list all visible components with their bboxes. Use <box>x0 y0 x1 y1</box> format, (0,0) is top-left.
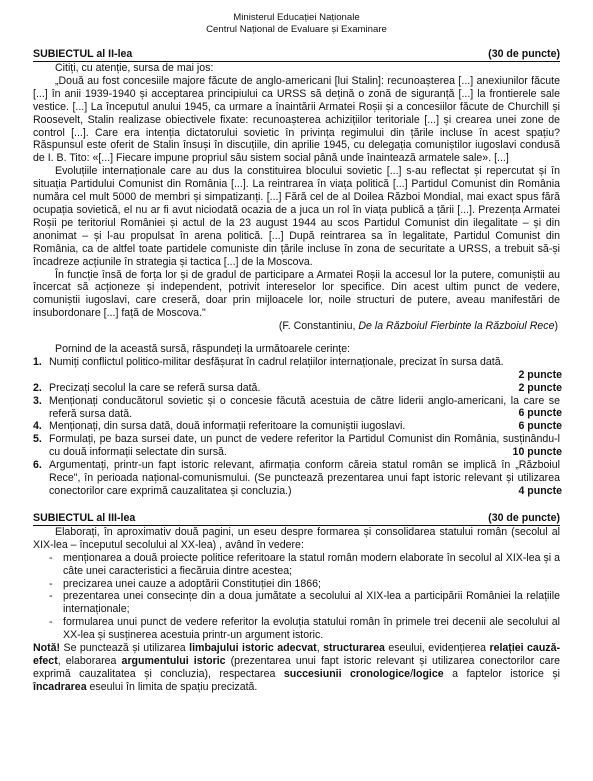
section-2-points: (30 de puncte) <box>488 48 560 60</box>
note-emphasis: structurarea <box>323 642 385 655</box>
requirement-item <box>49 552 560 578</box>
question-number: 2. <box>33 381 42 394</box>
question-item <box>33 356 560 382</box>
bullet-dash: - <box>49 590 53 603</box>
note-text: Se punctează și utilizarea <box>60 642 190 655</box>
grading-note <box>33 642 560 694</box>
question-number: 1. <box>33 355 42 368</box>
question-item <box>33 382 560 395</box>
question-item <box>33 433 560 459</box>
source-title: De la Războiul Fierbinte la Războiul Rece <box>358 320 555 333</box>
question-text: Precizați secolul la care se referă sursa dată. <box>49 381 261 394</box>
note-emphasis: limbajului istoric adecvat <box>189 642 317 655</box>
note-text: a faptelor istorice și <box>443 667 560 680</box>
requirement-text: menționarea a două proiecte politice referitoare la statul român modern elaborate în secolul al XIX-lea și a câte unei caracteristici a fiecăruia dintre acestea; <box>63 551 560 577</box>
question-text: Formulați, pe baza sursei date, un punct de vedere referitor la Partidul Comunist din România, susținându-l cu două informații selectate din sursă. <box>49 433 560 459</box>
note-text: / <box>410 667 414 680</box>
question-text: Menționați conducătorul sovietic și o concesie făcută acestuia de către liderii anglo-americani, la care se referă sursa dată. <box>49 394 560 420</box>
requirement-text: formularea unui punct de vedere referitor la evoluția statului român în primele trei decenii ale secolului al XX-lea și susținerea acestuia printr-un argument istoric. <box>63 616 560 642</box>
ministry-name: Ministerul Educației Naționale <box>233 12 360 23</box>
section-2-instruction: Citiți, cu atenție, sursa de mai jos: <box>55 62 214 74</box>
note-emphasis: relației cauză-efect <box>33 642 561 667</box>
question-points: 2 puncte <box>518 368 562 381</box>
essay-requirements <box>33 552 560 642</box>
section-2-title: SUBIECTUL al II-lea <box>33 48 133 60</box>
question-points: 4 puncte <box>518 484 562 497</box>
source-paragraph-1: „Două au fost concesiile majore făcute de anglo-americani [lui Stalin]: recunoașterea [...] anexiunilor făcute [...] în anii 1939-1940 și acceptarea principiului ca URSS să dețină o zonă de siguranță [...] la frontierele sale vestice. [...] La începutul anului 1945, ca urmare a înaintării Armatei Roșii și a concesiilor făcute de Churchill și Roosevelt, Stalin realizase obiectivele fixate: recunoașterea achizițiilor teritoriale [...] și crearea unei zone de control [...]. Care era intenția dictatorului sovietic în privința regimului din țările incluse în acest spațiu? Răspunsul este oferit de Stalin însuși în discuțiile, din aprilie 1945, cu delegația comuniștilor iugoslavi condusă de I. B. Tito: «[...] Fiecare impune propriul său sistem social până unde înaintează armatele sale». [...] <box>33 74 560 165</box>
note-text: eseului, evidențierea <box>384 642 490 655</box>
section-3-title: SUBIECTUL al III-lea <box>33 511 136 524</box>
section-3-points: (30 de puncte) <box>488 511 560 524</box>
exam-page <box>33 12 560 694</box>
section-2-heading <box>33 48 560 62</box>
questions-intro: Pornind de la această sursă, răspundeți la următoarele cerințe: <box>55 343 351 356</box>
question-points: 10 puncte <box>512 446 562 459</box>
question-number: 6. <box>33 459 42 472</box>
question-text: Menționați, din sursa dată, două informații referitoare la comuniștii iugoslavi. <box>49 420 406 433</box>
bullet-dash: - <box>49 616 53 629</box>
requirement-text: precizarea unei cauze a adoptării Constituției din 1866; <box>63 577 321 590</box>
source-citation <box>33 320 560 333</box>
page-header <box>33 12 560 35</box>
note-label: Notă! <box>33 642 61 655</box>
note-text: , elaborarea <box>57 654 122 667</box>
requirement-item <box>49 578 560 591</box>
question-number: 3. <box>33 394 42 407</box>
question-number: 5. <box>33 433 42 446</box>
note-text: eseului în limita de spațiu precizată. <box>86 680 258 693</box>
essay-intro: Elaborați, în aproximativ două pagini, un eseu despre formarea și consolidarea statului român (secolul al XIX-lea – începutul secolului al XX-lea) , având în vedere: <box>33 525 560 551</box>
note-text: (prezentarea unui fapt istoric relevant și utilizarea conectorilor care exprimă cauzalitatea și concluzia), respectarea <box>33 654 560 680</box>
note-text: , <box>316 642 324 655</box>
note-emphasis: succesiunii cronologice <box>283 667 411 680</box>
note-emphasis: argumentului istoric <box>121 654 226 667</box>
center-name: Centrul Național de Evaluare și Examinare <box>206 23 387 35</box>
question-points: 6 puncte <box>518 420 562 433</box>
bullet-dash: - <box>49 577 53 590</box>
question-text: Numiți conflictul politico-militar desfășurat în cadrul relațiilor internaționale, precizat în sursa dată. <box>49 355 504 368</box>
requirement-text: prezentarea unei consecințe din a doua jumătate a secolului al XIX-lea a participării României la relațiile internaționale; <box>63 590 560 616</box>
requirement-item <box>49 590 560 616</box>
section-3-heading <box>33 512 560 526</box>
question-points: 2 puncte <box>518 381 562 394</box>
note-emphasis: logice <box>413 667 444 680</box>
question-item <box>33 395 560 421</box>
question-list <box>33 356 560 498</box>
note-emphasis: încadrarea <box>33 680 87 693</box>
source-end: ) <box>554 320 558 333</box>
question-text: Argumentați, printr-un fapt istoric relevant, afirmația conform căreia statul român se implică în „Războiul Rece", în perioada național-comunismului. (Se punctează prezentarea unui fapt istoric relevant și utilizarea conectorilor care exprimă cauzalitatea și concluzia.) <box>49 459 560 497</box>
question-item <box>33 459 560 498</box>
source-paragraph-3: În funcție însă de forța lor și de gradul de participare a Armatei Roșii la accesul lor la putere, comuniștii au încercat să acționeze și independent, potrivit intereselor lor specifice. Din acest ultim punct de vedere, comuniștii iugoslavi, care creseră, doar prin mijloacele lor, noile structuri de putere, aveau manifestări de insubordonare [...] față de Moscova." <box>33 268 560 320</box>
bullet-dash: - <box>49 551 53 564</box>
question-item <box>33 420 560 433</box>
requirement-item <box>49 616 560 642</box>
source-author: (F. Constantiniu, <box>278 320 359 333</box>
question-points: 6 puncte <box>518 407 562 420</box>
source-paragraph-2: Evoluțiile internaționale care au dus la constituirea blocului sovietic [...] s-au reflectat și repercutat și în situația Partidului Comunist din România [...]. La reintrarea în viața politică [...] Partidul Comunist din România număra cel mult 5000 de membri și simpatizanți. [...] Fără cel de al Doilea Război Mondial, mai exact spus fără ocupația sovietică, el nu ar fi avut niciodată ocazia de a juca un rol în viața publică a țării [...]. Prezența Armatei Roșii pe teritoriul României și actul de la 23 august 1944 au scos Partidul Comunist din ilegalitate – și din anonimat – și l-au propulsat în arena politică. [...] După reintrarea sa în legalitate, Partidul Comunist din România, ca de altfel toate partidele comuniste din țările incluse în zona de securitate a URSS, a trebuit să-și încadreze acțiunile în strategia și tactica [...] de la Moscova. <box>33 165 560 268</box>
question-number: 4. <box>33 420 42 433</box>
